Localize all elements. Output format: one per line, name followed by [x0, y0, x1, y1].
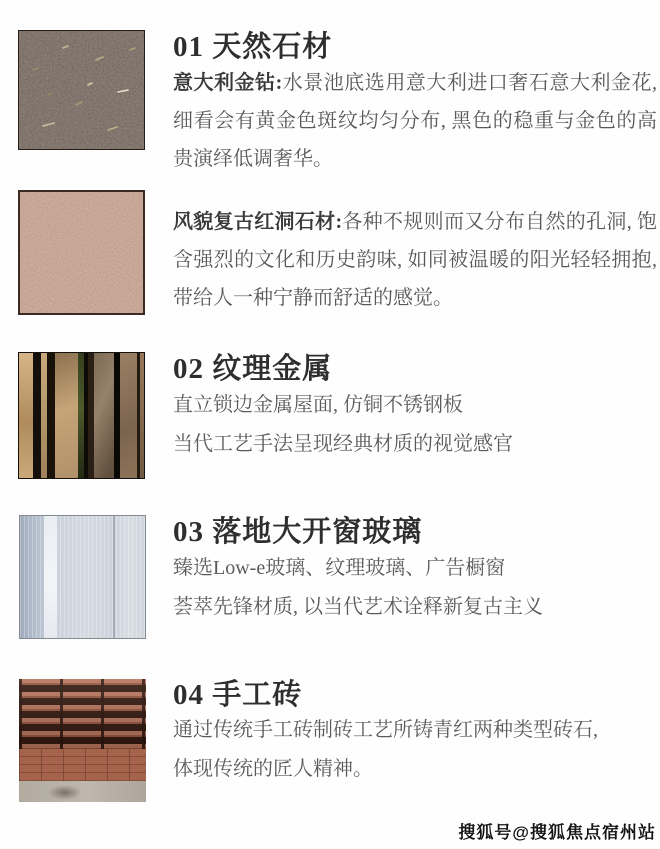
section-line: 体现传统的匠人精神。 [173, 758, 373, 780]
section-text [173, 352, 657, 464]
brick-solid-band [19, 749, 146, 781]
section-title: 01 天然石材 [173, 31, 333, 63]
glass-light-band [44, 516, 57, 638]
black-gold-granite-image [18, 30, 145, 150]
section-red-stone [0, 190, 660, 315]
section-text [173, 203, 657, 317]
section-line: 当代工艺手法呈现经典材质的视觉感官 [173, 433, 513, 455]
section-paragraph [173, 203, 657, 317]
section-handmade-brick [0, 679, 660, 802]
section-textured-metal [0, 352, 660, 479]
concrete-base-band [19, 781, 146, 802]
bronze-metal-slats-image [18, 352, 145, 479]
glass-mullion-line [113, 516, 115, 638]
section-title: 02 纹理金属 [173, 353, 333, 385]
section-line: 臻选Low-e玻璃、纹理玻璃、广告橱窗 [173, 557, 506, 579]
floor-to-ceiling-glass-image [19, 515, 146, 639]
section-line: 直立锁边金属屋面, 仿铜不锈钢板 [173, 394, 463, 416]
paragraph-lead: 风貌复古红洞石材: [173, 211, 343, 233]
section-text [173, 679, 657, 789]
section-line: 荟萃先锋材质, 以当代艺术诠释新复古主义 [173, 596, 543, 618]
section-text [173, 30, 657, 178]
handmade-brick-image [19, 679, 146, 802]
brick-lattice-band [19, 679, 146, 749]
section-line: 通过传统手工砖制砖工艺所铸青红两种类型砖石, [173, 719, 598, 741]
section-glass [0, 515, 660, 639]
red-travertine-image [18, 190, 145, 315]
paragraph-body: 各种不规则而又分布自然的孔洞, 饱含强烈的文化和历史韵味, 如同被温暖的阳光轻轻拥抱, 带给人一种宁静而舒适的感觉。 [173, 211, 657, 309]
paragraph-lead: 意大利金钻: [173, 72, 283, 94]
section-natural-stone [0, 30, 660, 170]
paragraph-body: 水景池底选用意大利进口奢石意大利金花, 细看会有黄金色斑纹均匀分布, 黑色的稳重与金色的高贵演绎低调奢华。 [173, 72, 657, 170]
section-title: 03 落地大开窗玻璃 [173, 516, 423, 548]
section-text [173, 515, 657, 627]
section-paragraph [173, 64, 657, 178]
sohu-watermark: 搜狐号@搜狐焦点宿州站 [458, 823, 656, 842]
section-title: 04 手工砖 [173, 679, 303, 711]
